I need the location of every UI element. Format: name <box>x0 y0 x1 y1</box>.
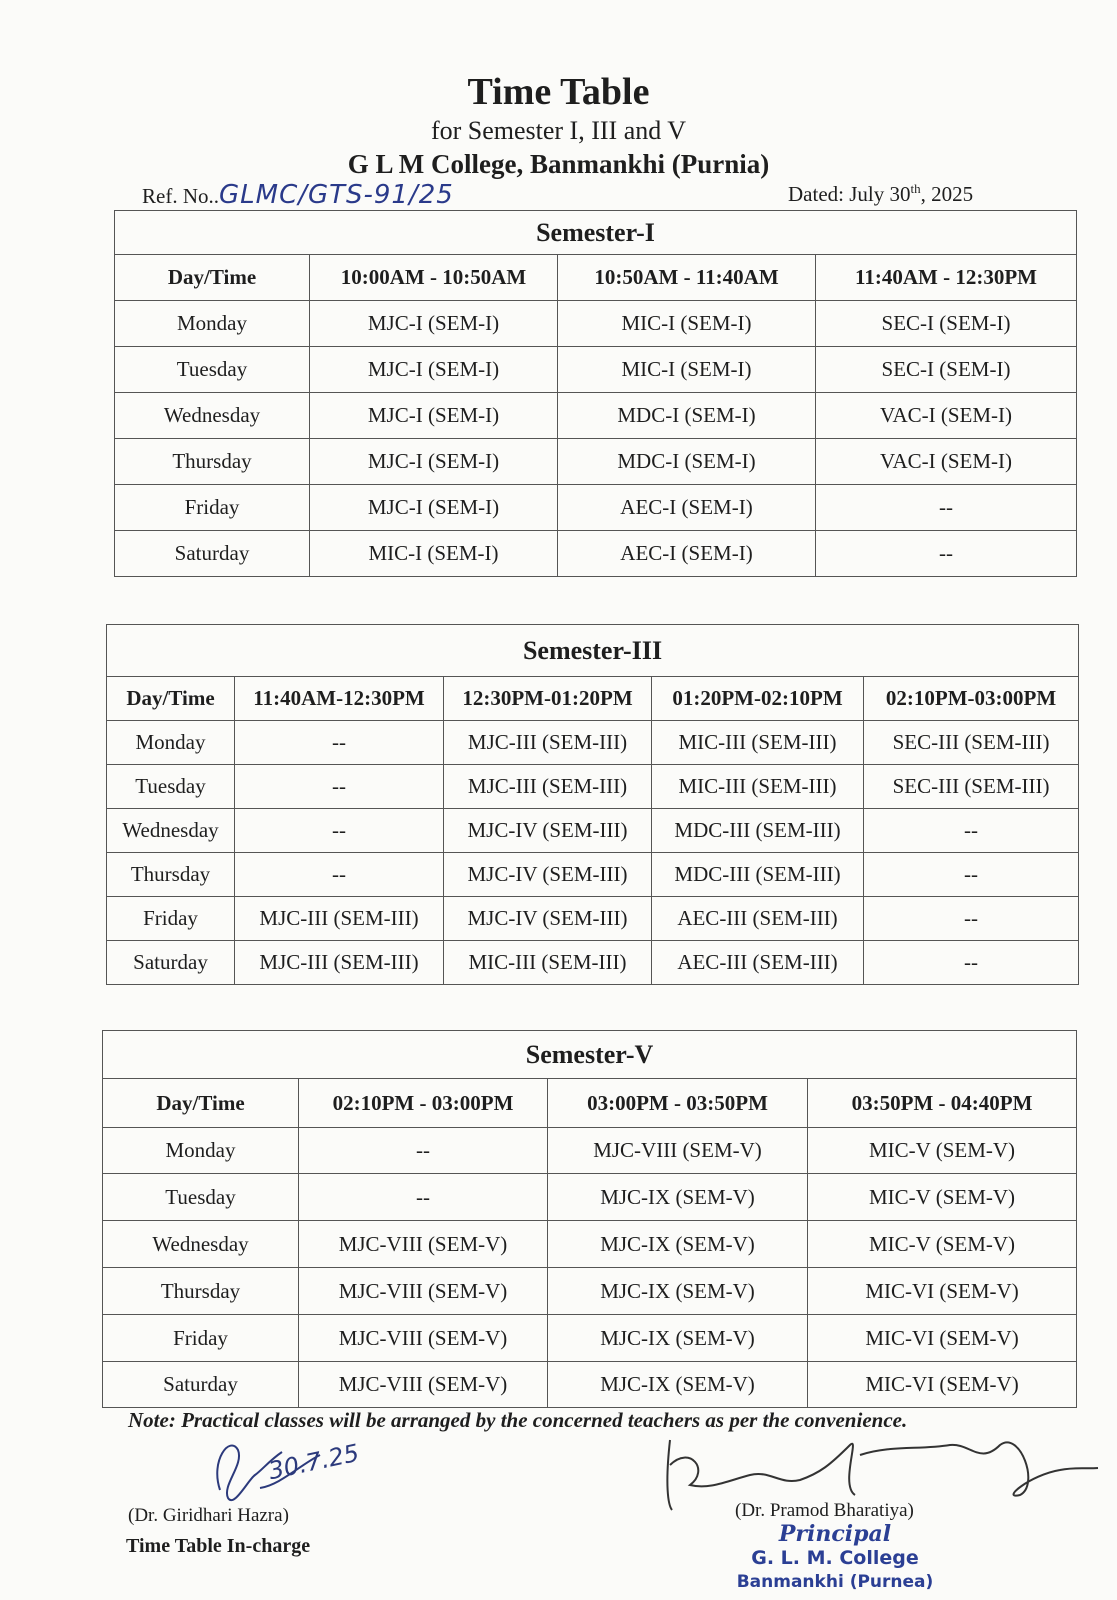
class-cell: MIC-III (SEM-III) <box>652 721 864 765</box>
class-cell: -- <box>235 721 444 765</box>
table-row <box>103 1221 1077 1268</box>
college-name: G L M College, Banmankhi (Purnia) <box>347 149 770 179</box>
class-cell: MJC-VIII (SEM-V) <box>299 1268 548 1315</box>
class-cell: VAC-I (SEM-I) <box>816 393 1077 439</box>
day-cell: Wednesday <box>115 393 310 439</box>
class-cell: -- <box>864 809 1079 853</box>
header-row <box>107 677 1079 721</box>
header-row <box>115 255 1077 301</box>
table-row <box>115 347 1077 393</box>
day-cell: Friday <box>107 897 235 941</box>
class-cell: MJC-IV (SEM-III) <box>444 809 652 853</box>
class-cell: -- <box>864 897 1079 941</box>
class-cell: MJC-VIII (SEM-V) <box>299 1362 548 1408</box>
class-cell: MJC-VIII (SEM-V) <box>299 1315 548 1362</box>
class-cell: MIC-III (SEM-III) <box>652 765 864 809</box>
table-row <box>115 531 1077 577</box>
day-cell: Thursday <box>107 853 235 897</box>
table-row <box>103 1362 1077 1408</box>
day-cell: Thursday <box>115 439 310 485</box>
semester-5-table <box>102 1030 1077 1408</box>
class-cell: MJC-IX (SEM-V) <box>548 1362 808 1408</box>
stamp-principal: Principal <box>778 1521 892 1547</box>
page-subtitle: for Semester I, III and V <box>430 116 687 145</box>
day-cell: Thursday <box>103 1268 299 1315</box>
signatory-left-role: Time Table In-charge <box>126 1535 311 1557</box>
class-cell: MJC-VIII (SEM-V) <box>548 1128 808 1174</box>
day-cell: Tuesday <box>115 347 310 393</box>
class-cell: MJC-IV (SEM-III) <box>444 897 652 941</box>
signature-left-date: 30.7.25 <box>266 1438 362 1486</box>
class-cell: MJC-VIII (SEM-V) <box>299 1221 548 1268</box>
class-cell: AEC-I (SEM-I) <box>558 531 816 577</box>
class-cell: -- <box>299 1128 548 1174</box>
day-cell: Tuesday <box>107 765 235 809</box>
ref-value: GLMC/GTS-91/25 <box>219 180 454 210</box>
header-row <box>103 1079 1077 1128</box>
class-cell: MIC-III (SEM-III) <box>444 941 652 985</box>
class-cell: MIC-V (SEM-V) <box>808 1221 1077 1268</box>
class-cell: MJC-IX (SEM-V) <box>548 1268 808 1315</box>
time-slot-header: 02:10PM-03:00PM <box>864 677 1079 721</box>
class-cell: MJC-III (SEM-III) <box>444 721 652 765</box>
day-cell: Wednesday <box>107 809 235 853</box>
class-cell: MJC-IV (SEM-III) <box>444 853 652 897</box>
time-slot-header: 02:10PM - 03:00PM <box>299 1079 548 1128</box>
class-cell: MDC-III (SEM-III) <box>652 809 864 853</box>
class-cell: MIC-VI (SEM-V) <box>808 1315 1077 1362</box>
day-cell: Saturday <box>103 1362 299 1408</box>
document-date <box>788 181 973 207</box>
table-row <box>107 765 1079 809</box>
time-slot-header: 11:40AM-12:30PM <box>235 677 444 721</box>
table-row <box>115 439 1077 485</box>
time-slot-header: 03:00PM - 03:50PM <box>548 1079 808 1128</box>
class-cell: SEC-I (SEM-I) <box>816 301 1077 347</box>
date-prefix: Dated: July 30 <box>788 182 911 206</box>
date-year: , 2025 <box>920 182 974 206</box>
day-cell: Wednesday <box>103 1221 299 1268</box>
class-cell: MJC-I (SEM-I) <box>310 347 558 393</box>
time-slot-header: 10:00AM - 10:50AM <box>310 255 558 301</box>
class-cell: -- <box>864 941 1079 985</box>
day-cell: Friday <box>115 485 310 531</box>
signatory-right-name: (Dr. Pramod Bharatiya) <box>735 1500 914 1521</box>
class-cell: MDC-I (SEM-I) <box>558 393 816 439</box>
class-cell: -- <box>816 485 1077 531</box>
table-row <box>107 853 1079 897</box>
day-cell: Saturday <box>115 531 310 577</box>
stamp-location: Banmankhi (Purnea) <box>736 1572 934 1592</box>
practical-note: Note: Practical classes will be arranged by the concerned teachers as per the convenience. <box>128 1408 908 1432</box>
class-cell: MJC-III (SEM-III) <box>235 941 444 985</box>
semester-title: Semester-I <box>115 211 1077 255</box>
day-cell: Monday <box>103 1128 299 1174</box>
class-cell: MIC-I (SEM-I) <box>558 347 816 393</box>
class-cell: MJC-III (SEM-III) <box>444 765 652 809</box>
class-cell: SEC-I (SEM-I) <box>816 347 1077 393</box>
class-cell: MIC-VI (SEM-V) <box>808 1362 1077 1408</box>
page-title: Time Table <box>467 71 650 113</box>
class-cell: MDC-III (SEM-III) <box>652 853 864 897</box>
semester-title: Semester-V <box>103 1031 1077 1079</box>
class-cell: MJC-III (SEM-III) <box>235 897 444 941</box>
signatory-left-name: (Dr. Giridhari Hazra) <box>128 1505 289 1526</box>
class-cell: MJC-IX (SEM-V) <box>548 1221 808 1268</box>
class-cell: VAC-I (SEM-I) <box>816 439 1077 485</box>
class-cell: AEC-III (SEM-III) <box>652 941 864 985</box>
class-cell: MJC-I (SEM-I) <box>310 301 558 347</box>
day-cell: Saturday <box>107 941 235 985</box>
table-row <box>107 897 1079 941</box>
class-cell: MJC-I (SEM-I) <box>310 393 558 439</box>
class-cell: SEC-III (SEM-III) <box>864 721 1079 765</box>
table-row <box>115 393 1077 439</box>
time-slot-header: 12:30PM-01:20PM <box>444 677 652 721</box>
ref-label: Ref. No.. <box>142 184 219 208</box>
class-cell: -- <box>816 531 1077 577</box>
class-cell: MIC-I (SEM-I) <box>558 301 816 347</box>
class-cell: MJC-IX (SEM-V) <box>548 1315 808 1362</box>
class-cell: MIC-V (SEM-V) <box>808 1128 1077 1174</box>
table-row <box>103 1128 1077 1174</box>
table-row <box>107 809 1079 853</box>
semester-3-table <box>106 624 1079 985</box>
day-cell: Monday <box>115 301 310 347</box>
table-row <box>107 941 1079 985</box>
table-row <box>115 485 1077 531</box>
table-row <box>115 301 1077 347</box>
table-row <box>103 1315 1077 1362</box>
class-cell: SEC-III (SEM-III) <box>864 765 1079 809</box>
time-slot-header: 10:50AM - 11:40AM <box>558 255 816 301</box>
class-cell: MJC-IX (SEM-V) <box>548 1174 808 1221</box>
time-slot-header: 03:50PM - 04:40PM <box>808 1079 1077 1128</box>
class-cell: AEC-I (SEM-I) <box>558 485 816 531</box>
stamp-college: G. L. M. College <box>751 1547 919 1569</box>
table-row <box>103 1268 1077 1315</box>
day-cell: Monday <box>107 721 235 765</box>
table-row <box>107 721 1079 765</box>
semester-1-table <box>114 210 1077 577</box>
day-time-header: Day/Time <box>107 677 235 721</box>
class-cell: MDC-I (SEM-I) <box>558 439 816 485</box>
time-slot-header: 01:20PM-02:10PM <box>652 677 864 721</box>
class-cell: -- <box>299 1174 548 1221</box>
day-time-header: Day/Time <box>103 1079 299 1128</box>
table-row <box>103 1174 1077 1221</box>
principal-stamp <box>735 1522 935 1594</box>
class-cell: -- <box>235 809 444 853</box>
class-cell: AEC-III (SEM-III) <box>652 897 864 941</box>
time-slot-header: 11:40AM - 12:30PM <box>816 255 1077 301</box>
class-cell: MJC-I (SEM-I) <box>310 439 558 485</box>
class-cell: MIC-I (SEM-I) <box>310 531 558 577</box>
date-suffix-sup: th <box>910 181 921 196</box>
semester-title: Semester-III <box>107 625 1079 677</box>
class-cell: -- <box>235 853 444 897</box>
class-cell: -- <box>864 853 1079 897</box>
reference-number <box>142 180 454 210</box>
class-cell: MJC-I (SEM-I) <box>310 485 558 531</box>
day-cell: Friday <box>103 1315 299 1362</box>
class-cell: MIC-V (SEM-V) <box>808 1174 1077 1221</box>
class-cell: MIC-VI (SEM-V) <box>808 1268 1077 1315</box>
class-cell: -- <box>235 765 444 809</box>
day-cell: Tuesday <box>103 1174 299 1221</box>
day-time-header: Day/Time <box>115 255 310 301</box>
